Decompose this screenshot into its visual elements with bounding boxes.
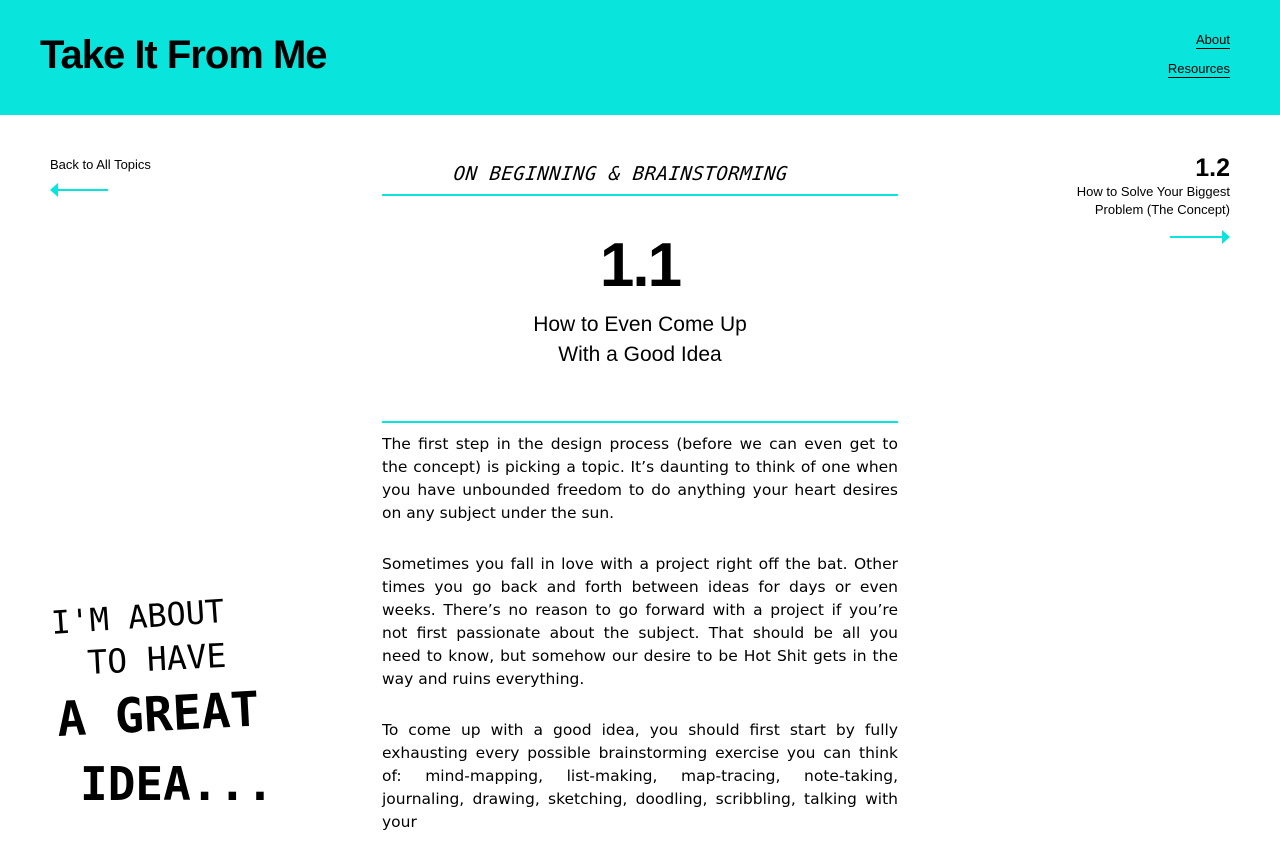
paragraph: Sometimes you fall in love with a project right off the bat. Other times you go back and forth between ideas for days or even weeks. There’s no reason to go forward with a project if you’re not first passionate about the subject. That should be all you need to know, but somehow our desire to be Hot Shit gets in the way and ruins everything. [382, 555, 898, 688]
doodle-line-1: I'M ABOUT [49, 591, 226, 642]
article-body [382, 433, 898, 834]
site-header [0, 0, 1280, 115]
chapter-title-line2: With a Good Idea [558, 343, 722, 366]
nav-resources-link[interactable]: Resources [1167, 61, 1230, 76]
handwritten-doodle-illustration [49, 591, 302, 811]
doodle-line-3: A GREAT [55, 681, 261, 748]
doodle-line-2: TO HAVE [86, 635, 228, 682]
arrow-right-icon [1170, 229, 1230, 245]
doodle-line-4: IDEA... [80, 757, 274, 811]
divider [382, 421, 898, 423]
next-topic-title-line2: Problem (The Concept) [1094, 202, 1230, 217]
next-topic-link[interactable] [1077, 155, 1230, 245]
paragraph: To come up with a good idea, you should first start by fully exhausting every possible brainstorming exercise you can think of: mind-mapping, list-making, map-tracing, note-taking, journaling, drawing, sketching, doodling, scribbling, talking with your [382, 721, 898, 831]
paragraph: The first step in the design process (before we can even get to the concept) is picking a topic. It’s daunting to think of one when you have unbounded freedom to do anything your heart desires on any subject under the sun. [382, 435, 898, 522]
article [382, 150, 898, 862]
back-to-topics-link[interactable] [50, 157, 151, 198]
arrow-left-icon [50, 182, 110, 198]
site-title[interactable]: Take It From Me [40, 33, 327, 77]
section-heading-handwritten [452, 153, 826, 189]
next-topic-number: 1.2 [1195, 154, 1230, 182]
back-link-label: Back to All Topics [50, 157, 151, 172]
nav-about-link[interactable]: About [1196, 32, 1230, 47]
chapter-title-line1: How to Even Come Up [533, 313, 747, 336]
chapter-title [382, 310, 898, 370]
section-heading [382, 150, 898, 196]
next-topic-title-line1: How to Solve Your Biggest [1076, 184, 1230, 199]
chapter-number: 1.1 [599, 231, 681, 300]
section-heading-text: ON BEGINNING & BRAINSTORMING [452, 163, 790, 185]
top-nav [1168, 32, 1230, 90]
